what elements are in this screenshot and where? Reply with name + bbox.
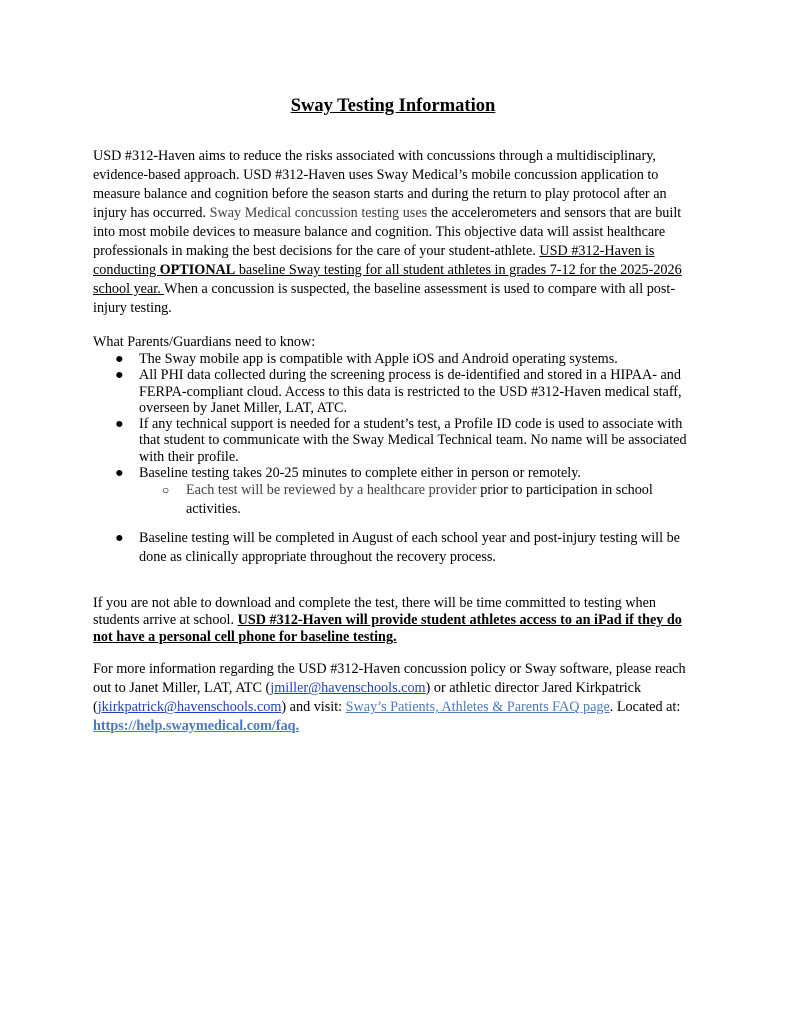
faq-page-link[interactable]: Sway’s Patients, Athletes & Parents FAQ page <box>345 699 610 716</box>
hollow-bullet-icon: ○ <box>162 483 170 498</box>
bullet-icon: ● <box>115 351 124 367</box>
page-title: Sway Testing Information <box>290 96 496 116</box>
list-item-text: The Sway mobile app is compatible with Apple iOS and Android operating systems. <box>139 351 618 367</box>
list-item <box>93 529 693 567</box>
list-item-text: If any technical support is needed for a student’s test, a Profile ID code is used to associate with that student to communicate with the Sway Medical Technical team. No name will be associated with their profile. <box>139 416 687 465</box>
intro-text-grey: Sway Medical concussion testing uses <box>209 205 428 221</box>
optional-notice-part-1: USD #312-Haven is conducting <box>93 243 655 278</box>
intro-paragraph <box>93 147 693 318</box>
list-item <box>93 416 693 465</box>
bullet-icon: ● <box>115 416 124 433</box>
bullet-icon: ● <box>115 530 124 547</box>
ipad-paragraph <box>93 595 693 646</box>
list-item-text: Baseline testing will be completed in August of each school year and post-injury testing will be done as clinically appropriate throughout the recovery process. <box>139 530 680 566</box>
contact-text-3: ) and visit: <box>281 699 346 716</box>
ipad-text: If you are not able to download and complete the test, there will be time committed to testing when students arrive at school. <box>93 595 657 629</box>
contact-paragraph <box>93 660 693 736</box>
intro-text-1: USD #312-Haven aims to reduce the risks associated with concussions through a multidisciplinary, evidence-based approach. USD #312-Haven uses Sway Medical’s mobile concussion application to measure balance and cognition before the season starts and during the return to play protocol after an injury has occurred. <box>93 148 667 221</box>
parents-heading: What Parents/Guardians need to know: <box>93 334 316 350</box>
intro-text-3: the accelerometers and sensors that are built into most mobile devices to measure balance and cognition. This objective data will assist healthcare professionals in making the best decisions for the care of your student-athlete. <box>93 205 682 259</box>
contact-text-1: For more information regarding the USD #312-Haven concussion policy or Sway software, please reach out to Janet Miller, LAT, ATC ( <box>93 661 686 697</box>
optional-notice-part-2: baseline Sway testing for all student athletes in grades 7-12 for the 2025-2026 school year. <box>93 262 682 297</box>
intro-text-4: When a concussion is suspected, the baseline assessment is used to compare with all post-injury testing. <box>93 281 676 316</box>
list-item-text: Baseline testing takes 20-25 minutes to complete either in person or remotely. <box>139 465 581 482</box>
list-item <box>93 465 693 519</box>
contact-text-2: ) or athletic director Jared Kirkpatrick ( <box>93 680 642 716</box>
list-item <box>93 351 693 367</box>
parents-bullet-list <box>93 351 693 567</box>
faq-url-link[interactable]: https://help.swaymedical.com/faq. <box>93 718 300 735</box>
bullet-icon: ● <box>115 367 124 384</box>
bullet-icon: ● <box>115 465 124 482</box>
email-link-jmiller[interactable]: jmiller@havenschools.com <box>270 680 426 697</box>
contact-text-4: . Located at: <box>609 699 681 716</box>
email-link-jkirkpatrick[interactable]: jkirkpatrick@havenschools.com <box>97 699 282 716</box>
list-item <box>93 367 693 416</box>
sub-list-item <box>93 481 693 519</box>
list-item-text: All PHI data collected during the screening process is de-identified and stored in a HIPAA- and FERPA-compliant cloud. Access to this data is restricted to the USD #312-Haven medical staff, overseen by Janet Miller, LAT, ATC. <box>139 367 682 416</box>
sub-item-text: prior to participation in school activities. <box>186 482 653 518</box>
spacer <box>93 567 693 595</box>
optional-keyword: OPTIONAL <box>159 262 236 278</box>
document-page <box>93 95 693 736</box>
ipad-notice: USD #312-Haven will provide student athletes access to an iPad if they do not have a personal cell phone for baseline testing. <box>93 612 682 646</box>
sub-item-text-grey: Each test will be reviewed by a healthcare provider <box>186 482 477 499</box>
